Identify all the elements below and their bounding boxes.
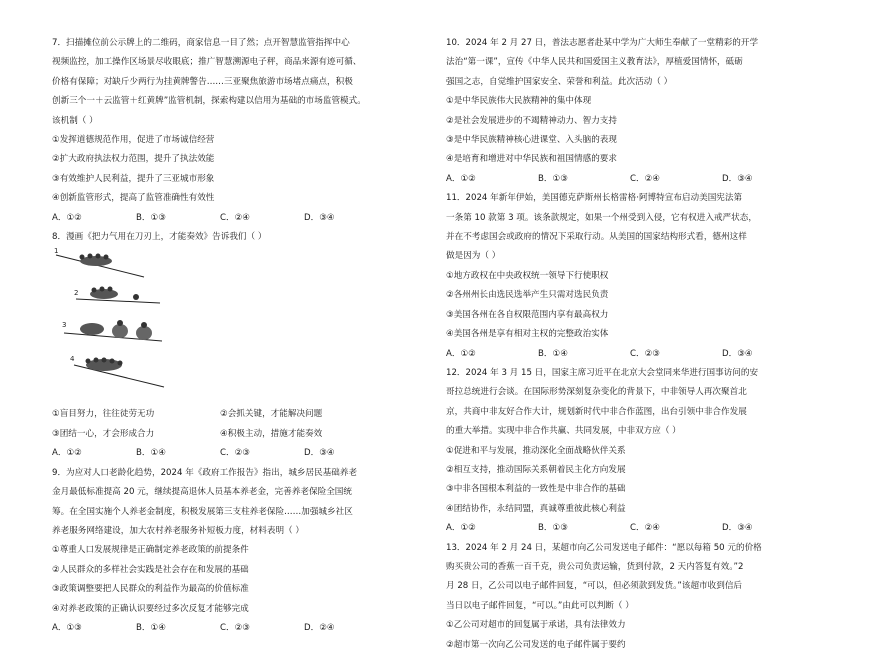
q12-answer-a: A．①② [446, 523, 476, 534]
q12-stem-line: 京，共商中非友好合作大计，规划新时代中非合作蓝图，出台引领中非合作发展 [446, 406, 747, 417]
q12-answer-d: D．③④ [722, 523, 753, 534]
q11-option: ③美国各州在各自权限范围内享有最高权力 [446, 309, 609, 320]
q10-option: ③是中华民族精神核心进课堂、入头脑的表现 [446, 135, 617, 146]
question-12 [446, 364, 814, 539]
q7-option: ②扩大政府执法权力范围，提升了执法效能 [52, 154, 215, 165]
q10-answer-row [446, 170, 814, 189]
question-13 [446, 539, 814, 655]
q12-answer-c: C．②④ [630, 523, 661, 534]
panel-label-4: 4 [70, 355, 75, 364]
q11-stem-line: 并在不考虑国会或政府的情况下采取行动。从美国的国家结构形式看，德州这样 [446, 232, 747, 243]
q12-answer-b: B．①③ [538, 523, 568, 534]
q8-answer-d: D．③④ [304, 448, 335, 459]
q11-stem-line: 11．2024 年新年伊始，美国德克萨斯州长格雷格·阿博特宣布启动美国宪法第 [446, 193, 743, 204]
right-column [446, 34, 814, 655]
q7-stem-line: 该机制（ ） [52, 115, 98, 126]
cartoon-figures-2 [90, 287, 139, 301]
q9-option: ④对养老政策的正确认识要经过多次反复才能够完成 [52, 603, 249, 614]
q10-option: ①是中华民族伟大民族精神的集中体现 [446, 96, 592, 107]
q11-option: ④美国各州是享有相对主权的完整政治实体 [446, 329, 609, 340]
q7-stem-line: 价格有保障；对缺斤少两行为挂黄牌警告……三亚聚焦旅游市场堵点痛点，积极 [52, 76, 353, 87]
q10-answer-b: B．①③ [538, 173, 568, 184]
q13-stem-line: 当日以电子邮件回复，“可以。”由此可以判断（ ） [446, 600, 634, 611]
q11-option: ②各州州长由选民选举产生只需对选民负责 [446, 290, 609, 301]
q12-stem-line: 12．2024 年 3 月 15 日，国家主席习近平在北京大会堂同来华进行国事访问的安 [446, 367, 759, 378]
question-9 [52, 464, 388, 639]
q10-option: ④是培育和增进对中华民族和祖国情感的要求 [446, 154, 617, 165]
q10-option: ②是社会发展进步的不竭精神动力、智力支持 [446, 115, 617, 126]
q10-answer-c: C．②④ [630, 173, 661, 184]
question-7 [52, 34, 388, 228]
q12-option: ①促进和平与发展，推动深化全面战略伙伴关系 [446, 445, 626, 456]
q7-answer-b: B．①③ [136, 212, 166, 223]
question-10 [446, 34, 814, 189]
question-8 [52, 228, 388, 464]
panel-label-3: 3 [62, 321, 67, 330]
q7-stem-line: 创新三个一＋云监管＋红黄牌”监管机制，探索构建以信用为基础的市场监管模式。 [52, 96, 366, 107]
q8-cartoon [52, 247, 182, 405]
q11-answer-b: B．①④ [538, 348, 568, 359]
q12-option: ②相互支持，推动国际关系朝着民主化方向发展 [446, 464, 626, 475]
q10-answer-d: D．③④ [722, 173, 753, 184]
q8-option: ①盲目努力，往往徒劳无功 [52, 409, 155, 420]
q9-option: ①尊重人口发展规律是正确制定养老政策的前提条件 [52, 545, 249, 556]
q12-answer-row [446, 519, 814, 538]
q10-stem-line: 强国之志，自觉维护国家安全、荣誉和利益。此次活动（ ） [446, 76, 673, 87]
q7-stem-line: 7．扫描摊位前公示牌上的二维码，商家信息一目了然；点开智慧监管指挥中心 [52, 38, 350, 48]
question-11 [446, 189, 814, 364]
q12-option: ④团结协作，永结同盟，真诚尊重彼此核心利益 [446, 503, 626, 514]
q11-answer-c: C．②③ [630, 348, 661, 359]
q7-stem-line: 视频监控，加工操作区场景尽收眼底；推广智慧溯源电子秤，商品来源有迹可循、 [52, 57, 362, 68]
q12-stem-line: 哥拉总统进行会谈。在国际形势深刻复杂变化的背景下，中非领导人再次聚首北 [446, 387, 747, 398]
q10-stem-line: 法治“第一课”，宣传《中华人民共和国爱国主义教育法》，厚植爱国情怀，砥砺 [446, 57, 743, 68]
q7-option: ③有效维护人民利益，提升了三亚城市形象 [52, 173, 215, 184]
q9-stem-line: 金月最低标准提高 20 元，继续提高退休人员基本养老金，完善养老保险全国统 [52, 487, 352, 498]
left-column [52, 34, 388, 638]
q7-answer-a: A．①② [52, 212, 82, 223]
q12-option: ③中非各国根本利益的一致性是中非合作的基础 [446, 484, 626, 495]
q8-option: ③团结一心，才会形成合力 [52, 428, 155, 439]
q9-answer-a: A．①③ [52, 622, 82, 633]
q9-answer-c: C．②③ [220, 622, 251, 633]
q11-stem-line: 一条第 10 款第 3 项。该条款规定，如果一个州受到入侵，它有权进入戒严状态， [446, 212, 757, 223]
q9-option: ③政策调整要把人民群众的利益作为最高的价值标准 [52, 584, 249, 595]
q8-answer-row [52, 444, 388, 463]
q11-answer-d: D．③④ [722, 348, 753, 359]
q9-answer-d: D．②④ [304, 622, 335, 633]
q12-stem-line: 的重大举措。实现中非合作共赢、共同发展，中非双方应（ ） [446, 426, 681, 437]
q8-stem-line: 8．漫画《把力气用在刀刃上，才能奏效》告诉我们（ ） [52, 232, 267, 243]
cartoon-figures-3 [80, 320, 152, 340]
q13-stem-line: 购买贵公司的香蕉一百千克，贵公司负责运输，货到付款，2 天内答复有效。”2 [446, 561, 744, 572]
cartoon-figures-4 [86, 358, 123, 372]
q9-answer-row [52, 619, 388, 638]
q8-option-row [52, 425, 388, 444]
q11-answer-row [446, 345, 814, 364]
q8-option-row [52, 405, 388, 424]
q7-answer-c: C．②④ [220, 212, 251, 223]
q9-answer-b: B．①④ [136, 622, 166, 633]
q13-stem-line: 月 28 日，乙公司以电子邮件回复，“可以，但必须款到发货。”该超市收到信后 [446, 581, 743, 592]
q9-stem-line: 养老服务网络建设，加大农村养老服务补短板力度，材料表明（ ） [52, 525, 304, 536]
q7-option: ④创新监管形式，提高了监管准确性有效性 [52, 193, 215, 204]
q8-answer-a: A．①② [52, 448, 82, 459]
q8-answer-b: B．①④ [136, 448, 166, 459]
q8-answer-c: C．②③ [220, 448, 251, 459]
cartoon-illustration [52, 247, 182, 405]
q7-answer-row [52, 209, 388, 228]
q13-option: ②超市第一次向乙公司发送的电子邮件属于要约 [446, 639, 626, 650]
panel-label-2: 2 [74, 289, 79, 298]
q10-stem-line: 10．2024 年 2 月 27 日，普法志愿者赴某中学为广大师生奉献了一堂精彩的开学 [446, 38, 759, 48]
cartoon-figures-1 [80, 254, 113, 267]
q9-stem-line: 筹。在全国实施个人养老金制度，积极发展第三支柱养老保险……加强城乡社区 [52, 506, 353, 517]
q8-option: ②会抓关键，才能解决问题 [220, 409, 323, 420]
q11-stem-line: 做是因为（ ） [446, 251, 501, 262]
q9-option: ②人民群众的多样社会实践是社会存在和发展的基础 [52, 564, 249, 575]
q10-answer-a: A．①② [446, 173, 476, 184]
q7-answer-d: D．③④ [304, 212, 335, 223]
q11-option: ①地方政权在中央政权统一领导下行使职权 [446, 270, 609, 281]
q9-stem-line: 9．为应对人口老龄化趋势，2024 年《政府工作报告》指出，城乡居民基础养老 [52, 467, 358, 478]
q13-stem-line: 13．2024 年 2 月 24 日，某超市向乙公司发送电子邮件：“愿以每箱 50 元的价格 [446, 542, 762, 553]
q7-option: ①发挥道德规范作用，促进了市场诚信经营 [52, 135, 215, 146]
q13-option: ①乙公司对超市的回复属于承诺，具有法律效力 [446, 620, 626, 631]
panel-label-1: 1 [54, 247, 59, 256]
q11-answer-a: A．①② [446, 348, 476, 359]
q8-option: ④积极主动，措施才能奏效 [220, 428, 323, 439]
